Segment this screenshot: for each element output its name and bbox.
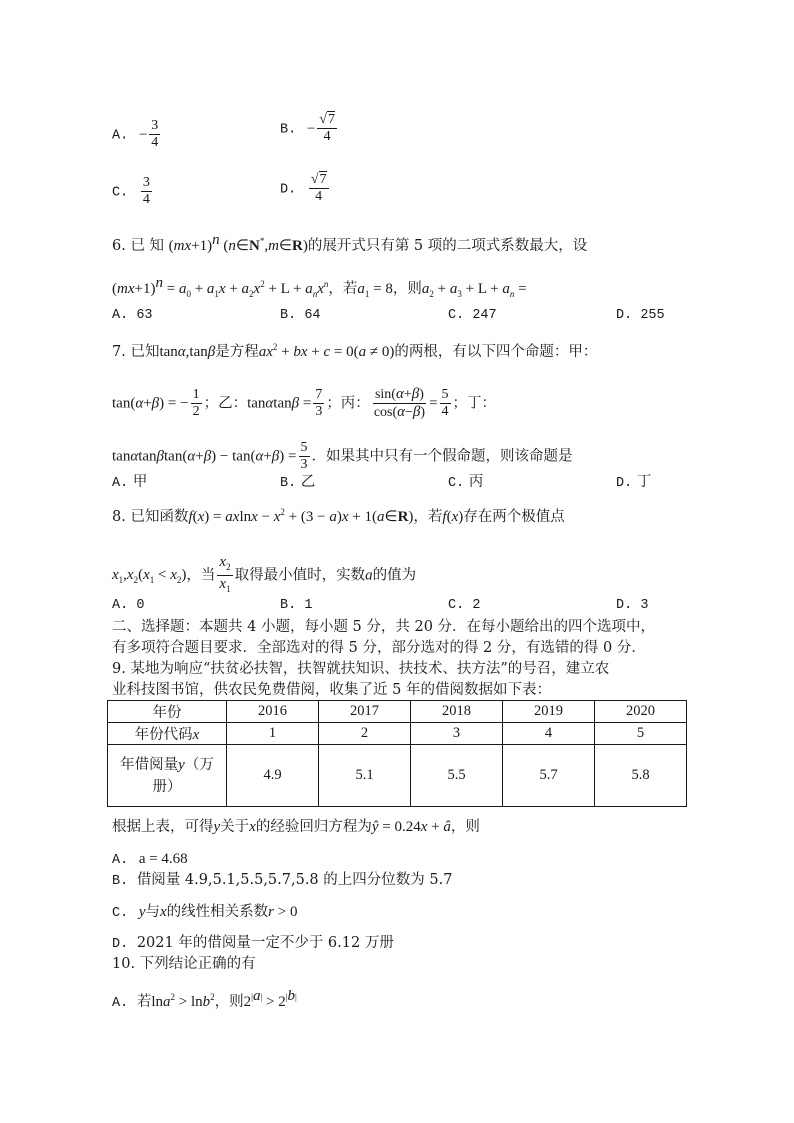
q7-option-b: B. 乙 — [280, 474, 316, 491]
table-header-amount: 年借阅量y（万 册） — [108, 745, 227, 807]
section2-line2: 有多项符合题目要求．全部选对的得 5 分，部分选对的得 2 分，有选错的得 0 分． — [112, 640, 646, 656]
table-cell: 2020 — [595, 701, 687, 723]
q6-option-a: A. 63 — [112, 308, 153, 323]
table-cell: 5.7 — [503, 745, 595, 807]
table-row — [108, 701, 687, 723]
q5-option-b: B. − $\frac{√7}{4}$ — [280, 112, 335, 144]
table-cell: 2018 — [411, 701, 503, 723]
q6-option-d: D. 255 — [616, 308, 665, 323]
q9-option-d: D. 2021 年的借阅量一定不少于 6.12 万册 — [112, 935, 394, 952]
q9-line1: 9. 某地为响应“扶贫必扶智，扶智就扶知识、扶技术、扶方法”的号召，建立农 — [112, 661, 610, 677]
q5-option-d: D. $\frac{√7}{4}$ — [280, 172, 327, 204]
q7-line3: tanαtanβtan(α+β) − tan(α+β) = $\frac{5}{3}$ ．如果其中只有一个假命题，则该命题是 — [112, 440, 573, 472]
section2-line1: 二、选择题：本题共 4 小题，每小题 5 分，共 20 分．在每小题给出的四个选项中， — [112, 619, 656, 635]
q10-option-a: A. 若lna$^2$ > lnb$^2$，则$2^{|a|} > 2^{|b|}$ — [112, 988, 297, 1011]
q8-option-a: A. 0 — [112, 598, 145, 613]
q8-option-b: B. 1 — [280, 598, 313, 613]
table-cell: 2 — [319, 723, 411, 745]
table-header-year: 年份 — [108, 701, 227, 723]
q8-line2: $x_1,x_2(x_1 < x_2)$，当 $\frac{x_2}{x_1}$ 取得最小值时，实数a的值为 — [112, 554, 417, 594]
table-cell: 2019 — [503, 701, 595, 723]
q5-option-a: A. − $\frac{3}{4}$ — [112, 118, 159, 150]
borrow-data-table — [107, 700, 687, 807]
q7-option-d: D. 丁 — [616, 474, 652, 491]
table-cell: 3 — [411, 723, 503, 745]
table-row — [108, 745, 687, 807]
q9-option-c: C. y与x的线性相关系数r > 0 — [112, 904, 298, 921]
table-cell: 2016 — [227, 701, 319, 723]
q9-line2: 业科技图书馆，供农民免费借阅，收集了近 5 年的借阅数据如下表： — [112, 682, 551, 698]
table-cell: 5.1 — [319, 745, 411, 807]
q9-regression-line: 根据上表，可得y关于x的经验回归方程为ŷ = 0.24x + â，则 — [112, 819, 480, 835]
q6-line1: 6. 已 知 $(mx+1)^n$ (n∈N*,m∈R)的展开式只有第 5 项的二项式系数最大，设 — [112, 232, 588, 254]
q7-option-c: C. 丙 — [448, 474, 484, 491]
q8-line1: 8. 已知函数$f(x) = axlnx - x^2 + (3 - a)x$ + 1(a∈R)，若f(x)存在两个极值点 — [112, 507, 565, 525]
q6-option-b: B. 64 — [280, 308, 321, 323]
table-cell: 5.5 — [411, 745, 503, 807]
table-cell: 5 — [595, 723, 687, 745]
table-cell: 2017 — [319, 701, 411, 723]
q8-option-d: D. 3 — [616, 598, 649, 613]
table-cell: 1 — [227, 723, 319, 745]
q6-option-c: C. 247 — [448, 308, 497, 323]
q8-option-c: C. 2 — [448, 598, 481, 613]
q7-line1: 7. 已知tanα,tanβ是方程$ax^2$ + bx + c = 0(a ≠ 0)的两根，有以下四个命题：甲： — [112, 342, 598, 360]
q9-option-b: B. 借阅量 4.9,5.1,5.5,5.7,5.8 的上四分位数为 5.7 — [112, 872, 453, 889]
q10-line1: 10. 下列结论正确的有 — [112, 956, 256, 972]
table-row — [108, 723, 687, 745]
table-cell: 4.9 — [227, 745, 319, 807]
q7-option-a: A. 甲 — [112, 474, 148, 491]
q6-line2: $(mx+1)^n = a_0 + a_1x + a_2x^2 + L + a_nx^n$，若$a_1 = 8$，则$a_2 + a_3 + L + a_n$ = — [112, 275, 527, 299]
q9-option-a: A. a = 4.68 — [112, 851, 188, 868]
q7-line2: tan(α+β) = − $\frac{1}{2}$ ；乙：tanαtanβ = $\frac{7}{3}$ ；丙： $\frac{\sin(\alpha+\beta)}{\cos(\alpha-\beta)}$ = $\frac{5}{4}$ ；丁： — [112, 386, 497, 420]
q5-option-c: C. $\frac{3}{4}$ — [112, 175, 150, 207]
table-cell: 5.8 — [595, 745, 687, 807]
table-cell: 4 — [503, 723, 595, 745]
table-header-code: 年份代码x — [108, 723, 227, 745]
